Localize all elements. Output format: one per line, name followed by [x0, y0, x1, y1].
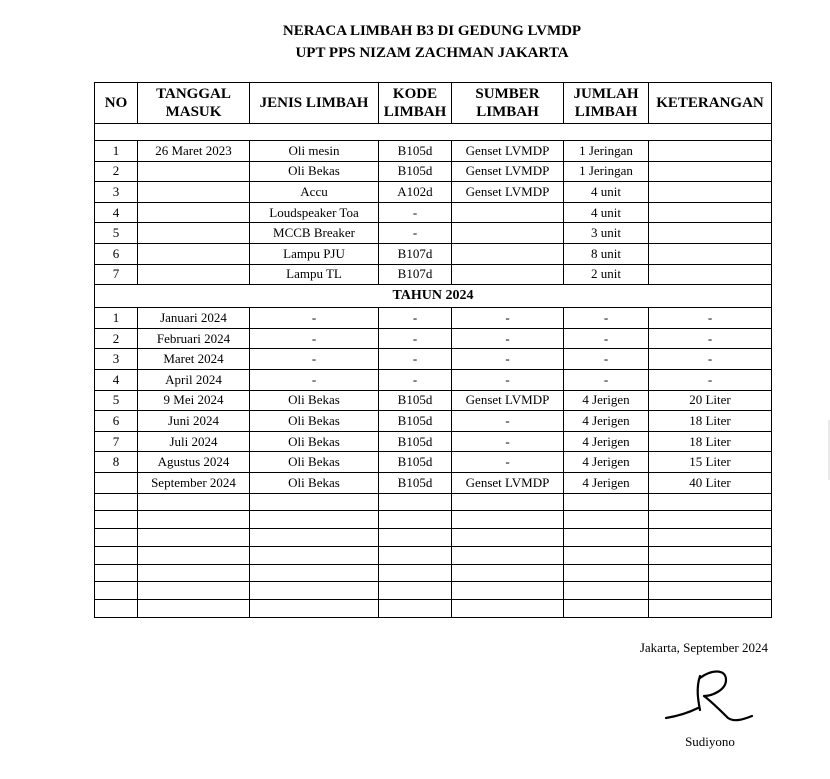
empty-cell [379, 546, 452, 564]
cell-no: 6 [95, 243, 138, 264]
cell-jumlah: 4 Jerigen [564, 452, 649, 473]
empty-cell [138, 582, 250, 600]
cell-jenis: MCCB Breaker [250, 223, 379, 244]
table-row [95, 390, 772, 411]
cell-kode: B105d [379, 472, 452, 493]
cell-jumlah: 4 unit [564, 202, 649, 223]
cell-sumber [452, 223, 564, 244]
empty-cell [95, 582, 138, 600]
cell-tanggal: Maret 2024 [138, 349, 250, 370]
cell-keterangan: 15 Liter [649, 452, 772, 473]
empty-cell [250, 582, 379, 600]
empty-cell [452, 564, 564, 582]
cell-no: 7 [95, 264, 138, 285]
empty-row [95, 564, 772, 582]
cell-no: 8 [95, 452, 138, 473]
empty-cell [649, 493, 772, 511]
cell-no: 3 [95, 182, 138, 203]
empty-cell [379, 582, 452, 600]
waste-balance-table [94, 82, 772, 618]
cell-jenis: Loudspeaker Toa [250, 202, 379, 223]
cell-no: 2 [95, 328, 138, 349]
cell-kode: - [379, 202, 452, 223]
cell-jenis: - [250, 349, 379, 370]
handwritten-signature [660, 666, 760, 726]
empty-cell [95, 600, 138, 618]
cell-kode: - [379, 223, 452, 244]
cell-kode: B107d [379, 264, 452, 285]
cell-keterangan [649, 182, 772, 203]
empty-cell [138, 546, 250, 564]
empty-cell [95, 529, 138, 547]
empty-cell [95, 546, 138, 564]
empty-cell [452, 493, 564, 511]
cell-jumlah: 4 Jerigen [564, 390, 649, 411]
cell-sumber: Genset LVMDP [452, 182, 564, 203]
cell-jumlah: 4 Jerigen [564, 472, 649, 493]
empty-cell [564, 546, 649, 564]
table-row [95, 243, 772, 264]
table-row [95, 223, 772, 244]
cell-kode: - [379, 328, 452, 349]
empty-cell [379, 564, 452, 582]
table-row [95, 328, 772, 349]
cell-tanggal: 9 Mei 2024 [138, 390, 250, 411]
cell-jenis: - [250, 308, 379, 329]
header-kode-limbah: KODE LIMBAH [379, 83, 452, 124]
cell-tanggal: Juni 2024 [138, 411, 250, 432]
cell-sumber: - [452, 452, 564, 473]
empty-cell [138, 529, 250, 547]
cell-tanggal [138, 243, 250, 264]
signatory-name: Sudiyono [685, 734, 735, 749]
header-jumlah-limbah: JUMLAH LIMBAH [564, 83, 649, 124]
empty-row [95, 546, 772, 564]
cell-no: 3 [95, 349, 138, 370]
cell-tanggal: April 2024 [138, 369, 250, 390]
empty-cell [95, 511, 138, 529]
table-row [95, 202, 772, 223]
empty-cell [379, 493, 452, 511]
section-title: TAHUN 2024 [95, 285, 772, 308]
empty-cell [564, 493, 649, 511]
empty-cell [250, 546, 379, 564]
empty-cell [452, 546, 564, 564]
cell-sumber: - [452, 369, 564, 390]
cell-keterangan [649, 141, 772, 162]
cell-keterangan [649, 223, 772, 244]
empty-cell [95, 564, 138, 582]
empty-cell [564, 564, 649, 582]
cell-keterangan: 18 Liter [649, 431, 772, 452]
cell-sumber: - [452, 328, 564, 349]
cell-keterangan: 40 Liter [649, 472, 772, 493]
cell-sumber: - [452, 411, 564, 432]
empty-cell [379, 529, 452, 547]
section-row-2024 [95, 285, 772, 308]
cell-sumber: Genset LVMDP [452, 161, 564, 182]
cell-kode: - [379, 349, 452, 370]
cell-kode: B105d [379, 452, 452, 473]
empty-cell [379, 511, 452, 529]
title-line-1: NERACA LIMBAH B3 DI GEDUNG LVMDP [282, 23, 582, 39]
cell-sumber: - [452, 431, 564, 452]
cell-sumber: Genset LVMDP [452, 472, 564, 493]
cell-jenis: Lampu TL [250, 264, 379, 285]
table-row [95, 369, 772, 390]
empty-cell [138, 493, 250, 511]
cell-kode: A102d [379, 182, 452, 203]
cell-sumber [452, 264, 564, 285]
empty-cell [250, 564, 379, 582]
table-row [95, 161, 772, 182]
cell-sumber: Genset LVMDP [452, 390, 564, 411]
document-title [0, 20, 830, 64]
cell-tanggal: Juli 2024 [138, 431, 250, 452]
table-row [95, 431, 772, 452]
header-row [95, 83, 772, 124]
table-row [95, 349, 772, 370]
cell-jenis: Oli Bekas [250, 411, 379, 432]
cell-keterangan: 18 Liter [649, 411, 772, 432]
empty-cell [250, 529, 379, 547]
empty-cell [649, 529, 772, 547]
cell-no: 7 [95, 431, 138, 452]
header-tanggal-masuk: TANGGAL MASUK [138, 83, 250, 124]
title-line-2: UPT PPS NIZAM ZACHMAN JAKARTA [295, 45, 569, 61]
cell-no [95, 472, 138, 493]
cell-jenis: Accu [250, 182, 379, 203]
cell-kode: B105d [379, 411, 452, 432]
cell-tanggal [138, 161, 250, 182]
empty-cell [250, 600, 379, 618]
empty-row [95, 582, 772, 600]
cell-jumlah: - [564, 349, 649, 370]
cell-no: 5 [95, 390, 138, 411]
cell-sumber: - [452, 349, 564, 370]
cell-jumlah: 4 unit [564, 182, 649, 203]
cell-sumber: - [452, 308, 564, 329]
table-row [95, 141, 772, 162]
empty-cell [564, 529, 649, 547]
cell-keterangan [649, 161, 772, 182]
table-row [95, 411, 772, 432]
cell-jumlah: - [564, 369, 649, 390]
cell-kode: B105d [379, 431, 452, 452]
cell-jenis: Lampu PJU [250, 243, 379, 264]
cell-jumlah: 2 unit [564, 264, 649, 285]
empty-cell [452, 582, 564, 600]
table-row [95, 308, 772, 329]
cell-jenis: - [250, 328, 379, 349]
empty-cell [649, 600, 772, 618]
signature-place-date: Jakarta, September 2024 [639, 640, 768, 655]
cell-no: 2 [95, 161, 138, 182]
empty-row [95, 529, 772, 547]
cell-jenis: Oli Bekas [250, 161, 379, 182]
cell-jenis: - [250, 369, 379, 390]
empty-cell [250, 493, 379, 511]
cell-keterangan [649, 264, 772, 285]
table-row [95, 452, 772, 473]
cell-tanggal: 26 Maret 2023 [138, 141, 250, 162]
empty-cell [564, 600, 649, 618]
cell-jumlah: - [564, 308, 649, 329]
table-row [95, 472, 772, 493]
empty-cell [649, 511, 772, 529]
cell-tanggal [138, 182, 250, 203]
cell-sumber [452, 243, 564, 264]
cell-tanggal: September 2024 [138, 472, 250, 493]
header-jenis-limbah: JENIS LIMBAH [250, 83, 379, 124]
empty-cell [649, 582, 772, 600]
empty-cell [379, 600, 452, 618]
cell-keterangan: - [649, 328, 772, 349]
cell-keterangan [649, 202, 772, 223]
empty-cell [95, 493, 138, 511]
cell-jumlah: 3 unit [564, 223, 649, 244]
cell-jenis: Oli mesin [250, 141, 379, 162]
cell-jumlah: 8 unit [564, 243, 649, 264]
header-sumber-limbah: SUMBER LIMBAH [452, 83, 564, 124]
empty-cell [250, 511, 379, 529]
empty-cell [138, 511, 250, 529]
cell-kode: B105d [379, 141, 452, 162]
cell-jumlah: 4 Jerigen [564, 411, 649, 432]
spacer-row [95, 124, 772, 141]
cell-kode: B107d [379, 243, 452, 264]
cell-jumlah: 1 Jeringan [564, 161, 649, 182]
empty-cell [564, 582, 649, 600]
cell-jumlah: 4 Jerigen [564, 431, 649, 452]
cell-keterangan: 20 Liter [649, 390, 772, 411]
cell-sumber [452, 202, 564, 223]
cell-tanggal: Januari 2024 [138, 308, 250, 329]
cell-jumlah: 1 Jeringan [564, 141, 649, 162]
header-keterangan: KETERANGAN [649, 83, 772, 124]
cell-jumlah: - [564, 328, 649, 349]
header-no: NO [95, 83, 138, 124]
cell-no: 1 [95, 141, 138, 162]
cell-jenis: Oli Bekas [250, 390, 379, 411]
empty-cell [649, 564, 772, 582]
cell-tanggal [138, 202, 250, 223]
cell-no: 6 [95, 411, 138, 432]
empty-cell [564, 511, 649, 529]
cell-jenis: Oli Bekas [250, 431, 379, 452]
cell-jenis: Oli Bekas [250, 472, 379, 493]
cell-no: 1 [95, 308, 138, 329]
cell-keterangan: - [649, 369, 772, 390]
empty-row [95, 511, 772, 529]
empty-cell [452, 511, 564, 529]
empty-row [95, 600, 772, 618]
table-row [95, 182, 772, 203]
cell-keterangan: - [649, 349, 772, 370]
empty-cell [138, 564, 250, 582]
empty-cell [649, 546, 772, 564]
cell-no: 4 [95, 202, 138, 223]
cell-tanggal: Agustus 2024 [138, 452, 250, 473]
cell-kode: B105d [379, 161, 452, 182]
empty-row [95, 493, 772, 511]
cell-tanggal [138, 223, 250, 244]
cell-no: 4 [95, 369, 138, 390]
cell-keterangan: - [649, 308, 772, 329]
cell-no: 5 [95, 223, 138, 244]
cell-tanggal [138, 264, 250, 285]
cell-kode: B105d [379, 390, 452, 411]
cell-sumber: Genset LVMDP [452, 141, 564, 162]
empty-cell [452, 529, 564, 547]
empty-cell [138, 600, 250, 618]
cell-keterangan [649, 243, 772, 264]
empty-cell [452, 600, 564, 618]
cell-tanggal: Februari 2024 [138, 328, 250, 349]
table-row [95, 264, 772, 285]
cell-jenis: Oli Bekas [250, 452, 379, 473]
cell-kode: - [379, 369, 452, 390]
cell-kode: - [379, 308, 452, 329]
